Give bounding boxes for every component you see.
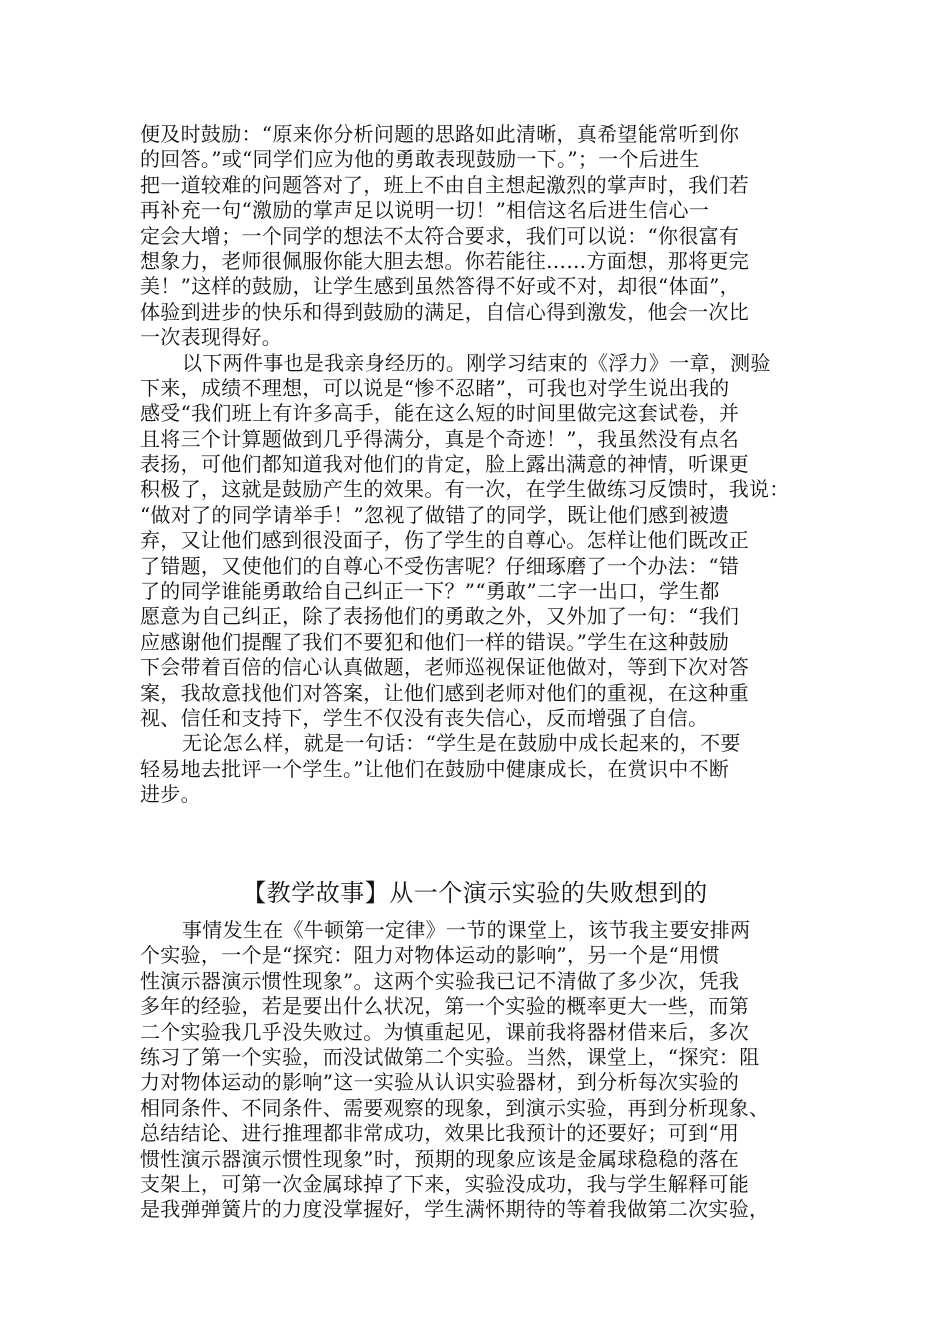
text-line: 想象力，老师很佩服你能大胆去想。你若能往……方面想，那将更完 bbox=[140, 248, 749, 273]
text-line: 把一道较难的问题答对了，班上不由自主想起激烈的掌声时，我们若 bbox=[140, 172, 749, 197]
text-line: 个实验，一个是“探究：阻力对物体运动的影响”，另一个是“用惯 bbox=[140, 943, 720, 968]
text-line: 再补充一句“激励的掌声足以说明一切！”相信这名后进生信心一 bbox=[140, 198, 710, 223]
text-line: 轻易地去批评一个学生。”让他们在鼓励中健康成长，在赏识中不断 bbox=[140, 756, 730, 781]
text-line: 力对物体运动的影响”这一实验从认识实验器材，到分析每次实验的 bbox=[140, 1070, 740, 1095]
text-line: 美！”这样的鼓励，让学生感到虽然答得不好或不对，却很“体面”， bbox=[140, 274, 740, 299]
text-line: 一次表现得好。 bbox=[140, 325, 283, 350]
story-heading: 【教学故事】从一个演示实验的失败想到的 bbox=[242, 879, 708, 907]
text-line: 相同条件、不同条件、需要观察的现象，到演示实验，再到分析现象、 bbox=[140, 1095, 770, 1120]
text-line: 了的同学谁能勇敢给自己纠正一下？”“勇敢”二字一出口，学生都 bbox=[140, 579, 720, 604]
text-line: 体验到进步的快乐和得到鼓励的满足，自信心得到激发，他会一次比 bbox=[140, 299, 749, 324]
text-line: 案，我故意找他们对答案，让他们感到老师对他们的重视，在这种重 bbox=[140, 680, 749, 705]
text-line: 性演示器演示惯性现象”。这两个实验我已记不清做了多少次，凭我 bbox=[140, 968, 740, 993]
paragraph-story-body bbox=[140, 918, 816, 1223]
text-line: 进步。 bbox=[140, 782, 201, 807]
paragraph-personal-experiences bbox=[140, 351, 816, 732]
text-line: “做对了的同学请举手！”忽视了做错了的同学，既让他们感到被遗 bbox=[140, 502, 730, 527]
text-line: 练习了第一个实验，而没试做第二个实验。当然，课堂上，“探究：阻 bbox=[140, 1044, 760, 1069]
text-line: 感受“我们班上有许多高手，能在这么短的时间里做完这套试卷，并 bbox=[140, 401, 740, 426]
text-line: 定会大增；一个同学的想法不太符合要求，我们可以说：“你很富有 bbox=[140, 223, 740, 248]
text-line: 惯性演示器演示惯性现象”时，预期的现象应该是金属球稳稳的落在 bbox=[140, 1146, 740, 1171]
text-line: 便及时鼓励：“原来你分析问题的思路如此清晰，真希望能常听到你 bbox=[140, 122, 740, 146]
text-line: 视、信任和支持下，学生不仅没有丧失信心，反而增强了自信。 bbox=[140, 705, 709, 730]
paragraph-encouragement-examples bbox=[140, 122, 816, 351]
paragraph-conclusion bbox=[140, 731, 816, 807]
text-line: 的回答。”或“同学们应为他的勇敢表现鼓励一下。”；一个后进生 bbox=[140, 147, 700, 172]
text-line: 无论怎么样，就是一句话：“学生是在鼓励中成长起来的，不要 bbox=[182, 731, 741, 756]
text-line: 二个实验我几乎没失败过。为慎重起见，课前我将器材借来后，多次 bbox=[140, 1019, 749, 1044]
text-line: 了错题，又使他们的自尊心不受伤害呢？仔细琢磨了一个办法：“错 bbox=[140, 553, 740, 578]
text-line: 应感谢他们提醒了我们不要犯和他们一样的错误。”学生在这种鼓励 bbox=[140, 629, 730, 654]
text-line: 积极了，这就是鼓励产生的效果。有一次，在学生做练习反馈时，我说： bbox=[140, 477, 790, 502]
text-line: 下来，成绩不理想，可以说是“惨不忍睹”，可我也对学生说出我的 bbox=[140, 375, 730, 400]
text-line: 以下两件事也是我亲身经历的。刚学习结束的《浮力》一章，测验 bbox=[182, 350, 771, 375]
text-line: 下会带着百倍的信心认真做题，老师巡视保证他做对，等到下次对答 bbox=[140, 655, 749, 680]
text-line: 事情发生在《牛顿第一定律》一节的课堂上，该节我主要安排两 bbox=[182, 918, 751, 942]
section-praise-encouragement bbox=[140, 122, 816, 808]
text-line: 愿意为自己纠正，除了表扬他们的勇敢之外，又外加了一句：“我们 bbox=[140, 604, 740, 629]
section-teaching-story bbox=[140, 918, 816, 1223]
text-line: 多年的经验，若是要出什么状况，第一个实验的概率更大一些，而第 bbox=[140, 994, 749, 1019]
text-line: 是我弹弹簧片的力度没掌握好，学生满怀期待的等着我做第二次实验， bbox=[140, 1197, 770, 1222]
text-line: 弃，又让他们感到很没面子，伤了学生的自尊心。怎样让他们既改正 bbox=[140, 528, 749, 553]
text-line: 总结结论、进行推理都非常成功，效果比我预计的还要好；可到“用 bbox=[140, 1121, 740, 1146]
text-line: 表扬，可他们都知道我对他们的肯定，脸上露出满意的神情，听课更 bbox=[140, 452, 749, 477]
text-line: 且将三个计算题做到几乎得满分，真是个奇迹！”，我虽然没有点名 bbox=[140, 426, 740, 451]
text-line: 支架上，可第一次金属球掉了下来，实验没成功，我与学生解释可能 bbox=[140, 1171, 749, 1196]
